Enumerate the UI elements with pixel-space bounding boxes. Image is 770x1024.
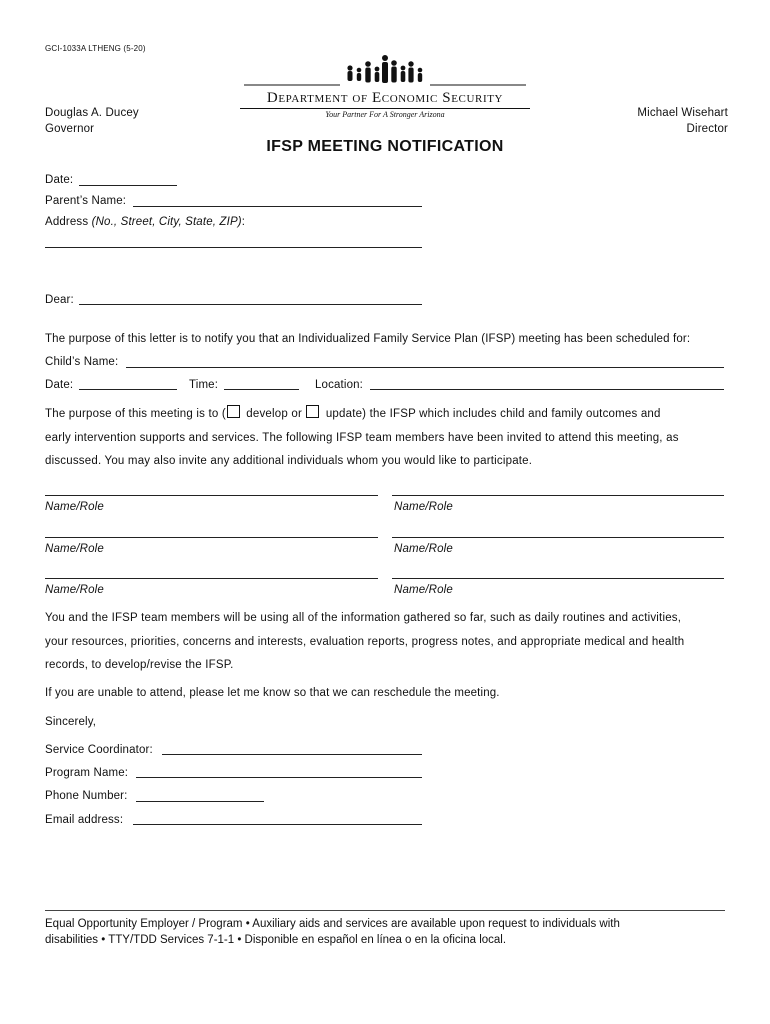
- form-code: GCI-1033A LTHENG (5-20): [45, 44, 146, 53]
- parent-name-field[interactable]: [133, 206, 422, 207]
- child-name-label: Child’s Name:: [45, 356, 119, 368]
- date-field[interactable]: [79, 185, 177, 186]
- meeting-date-label: Date:: [45, 379, 74, 391]
- unable-attend-text: If you are unable to attend, please let me know so that we can reschedule the meeting.: [45, 687, 500, 699]
- program-name-label: Program Name:: [45, 767, 129, 779]
- governor-title: Governor: [45, 123, 95, 135]
- address-field[interactable]: [45, 247, 422, 248]
- team-member-5-field[interactable]: [45, 578, 378, 579]
- team-member-4-label: Name/Role: [394, 543, 453, 555]
- purpose-letter-text: The purpose of this letter is to notify you that an Individualized Family Service Plan (IFSP) meeting has been scheduled for:: [45, 333, 691, 345]
- dear-field[interactable]: [79, 304, 422, 305]
- program-name-field[interactable]: [136, 777, 422, 778]
- agency-tagline: Your Partner For A Stronger Arizona: [325, 110, 445, 119]
- parent-name-label: Parent’s Name:: [45, 195, 127, 207]
- child-name-field[interactable]: [126, 367, 724, 368]
- team-member-5-label: Name/Role: [45, 584, 104, 596]
- team-member-4-field[interactable]: [392, 537, 724, 538]
- dear-label: Dear:: [45, 294, 74, 306]
- email-address-label: Email address:: [45, 814, 124, 826]
- team-member-3-field[interactable]: [45, 537, 378, 538]
- phone-number-label: Phone Number:: [45, 790, 128, 802]
- agency-logo: [240, 52, 530, 92]
- phone-number-field[interactable]: [136, 801, 264, 802]
- purpose-meeting-line2: early intervention supports and services. The following IFSP team members have been invited to attend this meeting, as: [45, 431, 679, 444]
- service-coordinator-field[interactable]: [162, 754, 422, 755]
- page-title: IFSP MEETING NOTIFICATION: [266, 138, 504, 155]
- director-name: Michael Wisehart: [637, 107, 728, 119]
- service-coordinator-label: Service Coordinator:: [45, 744, 153, 756]
- team-member-2-field[interactable]: [392, 495, 724, 496]
- director-title: Director: [686, 123, 728, 135]
- meeting-location-field[interactable]: [370, 389, 724, 390]
- meeting-location-label: Location:: [315, 379, 364, 391]
- team-member-6-label: Name/Role: [394, 584, 453, 596]
- team-member-6-field[interactable]: [392, 578, 724, 579]
- team-member-1-label: Name/Role: [45, 501, 104, 513]
- purpose-meeting-paragraph: [45, 403, 735, 474]
- date-label: Date:: [45, 174, 74, 186]
- governor-name: Douglas A. Ducey: [45, 107, 139, 119]
- meeting-date-field[interactable]: [79, 389, 177, 390]
- develop-checkbox[interactable]: [227, 405, 240, 418]
- team-member-1-field[interactable]: [45, 495, 378, 496]
- meeting-time-label: Time:: [189, 379, 219, 391]
- purpose-meeting-line3: discussed. You may also invite any additional individuals whom you would like to participate.: [45, 455, 533, 467]
- address-label: Address (No., Street, City, State, ZIP):: [45, 216, 246, 228]
- closing-text: Sincerely,: [45, 716, 97, 728]
- footer-divider: [45, 910, 725, 911]
- update-checkbox[interactable]: [306, 405, 319, 418]
- meeting-time-field[interactable]: [224, 389, 299, 390]
- agency-name: Department of Economic Security: [266, 90, 504, 106]
- purpose-meeting-line1: The purpose of this meeting is to ( develop or update) the IFSP which includes child and family outcomes and: [45, 403, 735, 427]
- footer-text: Equal Opportunity Employer / Program • Auxiliary aids and services are available upon request to individuals with disabilities • TTY/TDD Services 7-1-1 • Disponible en español en línea o en la oficina local.: [45, 918, 620, 946]
- agency-divider: [240, 108, 530, 109]
- team-member-2-label: Name/Role: [394, 501, 453, 513]
- email-address-field[interactable]: [133, 824, 422, 825]
- info-paragraph: You and the IFSP team members will be using all of the information gathered so far, such as daily routines and activities, your resources, priorities, concerns and interests, evaluation reports, progress notes, and appropriate medical and health records, to develop/revise the IFSP.: [45, 612, 685, 671]
- team-member-3-label: Name/Role: [45, 543, 104, 555]
